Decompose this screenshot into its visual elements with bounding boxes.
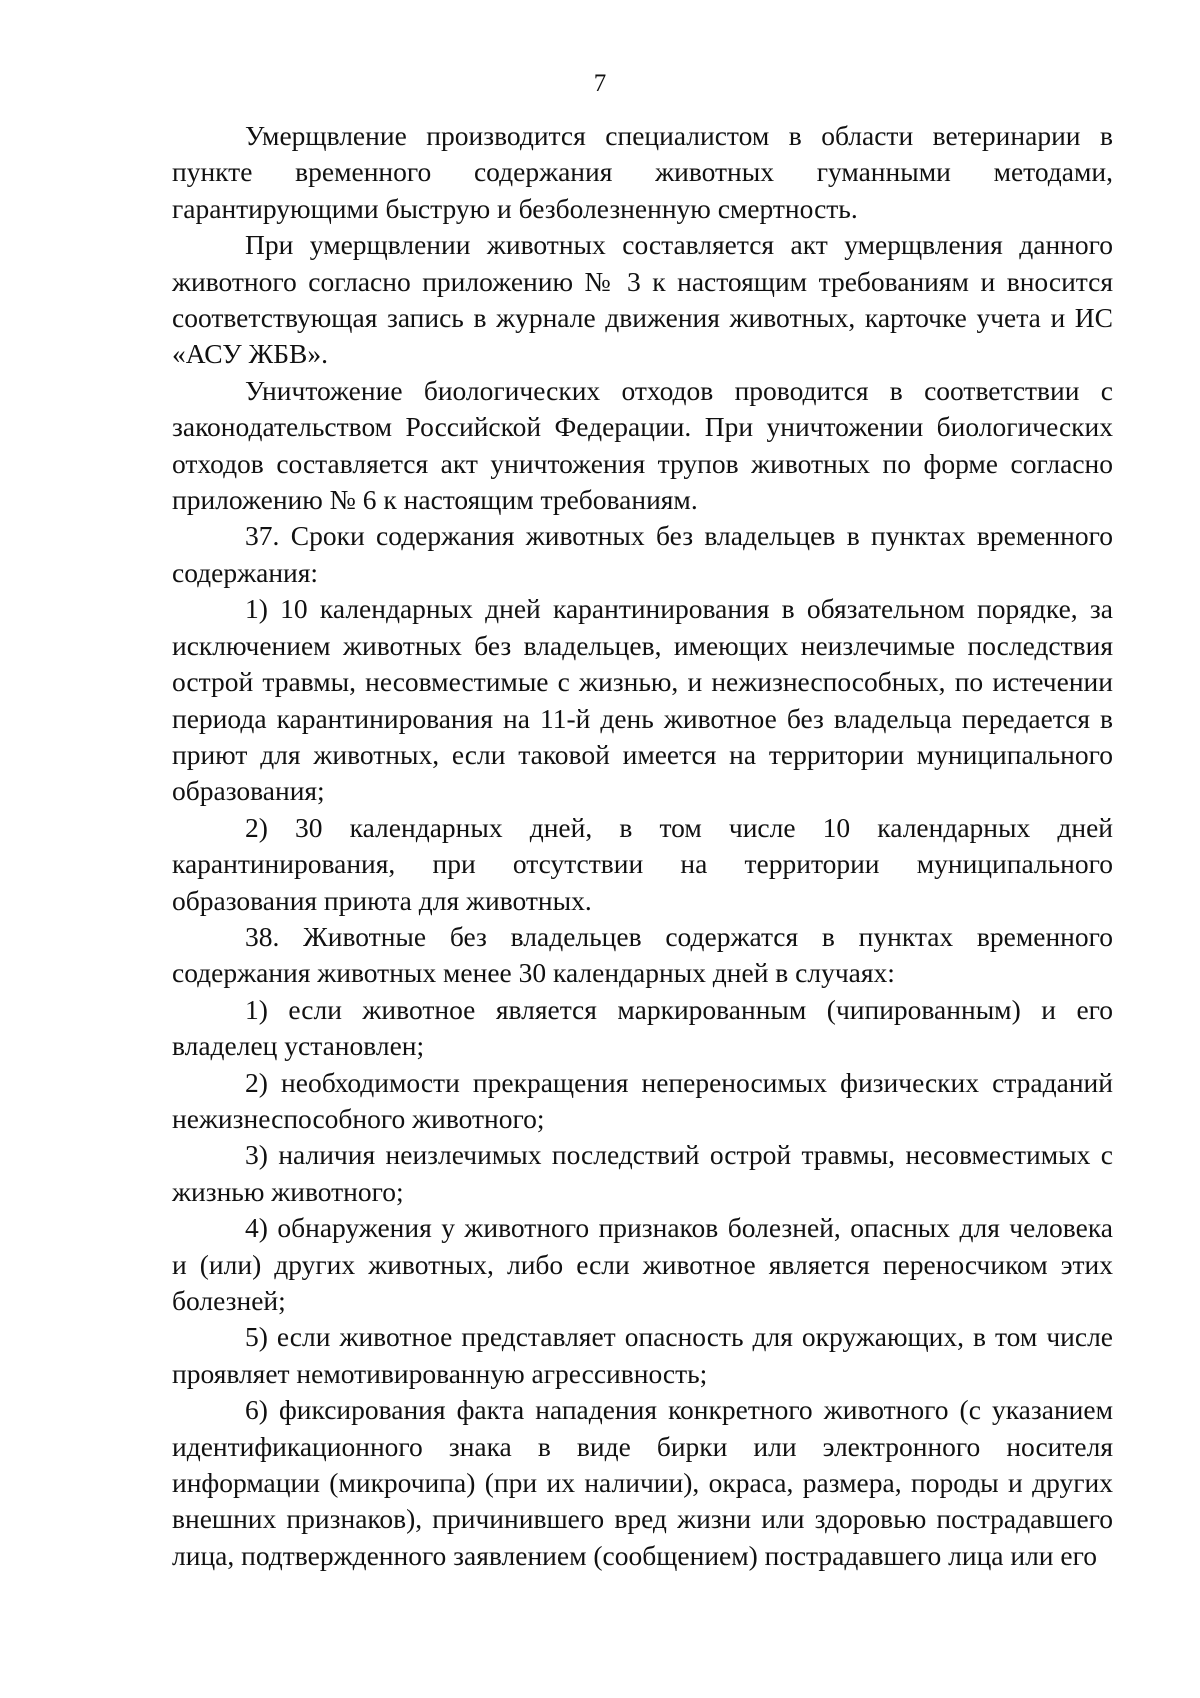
list-item-38-3: 3) наличия неизлечимых последствий острой травмы, несовместимых с жизнью животного;: [172, 1139, 1113, 1207]
paragraph-euthanasia-act: При умерщвлении животных составляется акт умерщвления данного животного согласно приложению № 3 к настоящим требованиям и вносится соответствующая запись в журнале движения животных, карточке учета и ИС «АСУ ЖБВ».: [172, 229, 1113, 370]
paragraph-clause-37: 37. Сроки содержания животных без владельцев в пунктах временного содержания:: [172, 520, 1113, 588]
list-item-38-5: 5) если животное представляет опасность для окружающих, в том числе проявляет немотивированную агрессивность;: [172, 1321, 1113, 1389]
list-item-38-4: 4) обнаружения у животного признаков болезней, опасных для человека и (или) других животных, либо если животное является переносчиком этих болезней;: [172, 1212, 1113, 1316]
page-number: 7: [593, 70, 607, 97]
list-item-37-2: 2) 30 календарных дней, в том числе 10 календарных дней карантинирования, при отсутствии на территории муниципального образования приюта для животных.: [172, 811, 1113, 916]
list-item-38-1: 1) если животное является маркированным (чипированным) и его владелец установлен;: [172, 993, 1113, 1062]
paragraph-euthanasia-procedure: Умерщвление производится специалистом в области ветеринарии в пункте временного содержания животных гуманными методами, гарантирующими быструю и безболезненную смертность.: [172, 120, 1113, 224]
list-item-37-1: 1) 10 календарных дней карантинирования в обязательном порядке, за исключением животных без владельцев, имеющих неизлечимые последствия острой травмы, несовместимые с жизнью, и нежизнеспособных, по истечении периода карантинирования на 11-й день животное без владельца передается в приют для животных, если таковой имеется на территории муниципального образования;: [172, 593, 1113, 807]
paragraph-clause-38: 38. Животные без владельцев содержатся в пунктах временного содержания животных менее 30 календарных дней в случаях:: [172, 920, 1113, 989]
list-item-38-2: 2) необходимости прекращения непереносимых физических страданий нежизнеспособного животного;: [172, 1066, 1113, 1134]
document-body: [172, 118, 1113, 1574]
list-item-38-6: 6) фиксирования факта нападения конкретного животного (с указанием идентификационного знака в виде бирки или электронного носителя информации (микрочипа) (при их наличии), окраса, размера, породы и других внешних признаков), причинившего вред жизни или здоровью пострадавшего лица, подтвержденного заявлением (сообщением) пострадавшего лица или его: [172, 1394, 1113, 1571]
paragraph-biological-waste: Уничтожение биологических отходов проводится в соответствии с законодательством Российской Федерации. При уничтожении биологических отходов составляется акт уничтожения трупов животных по форме согласно приложению № 6 к настоящим требованиям.: [172, 374, 1113, 516]
